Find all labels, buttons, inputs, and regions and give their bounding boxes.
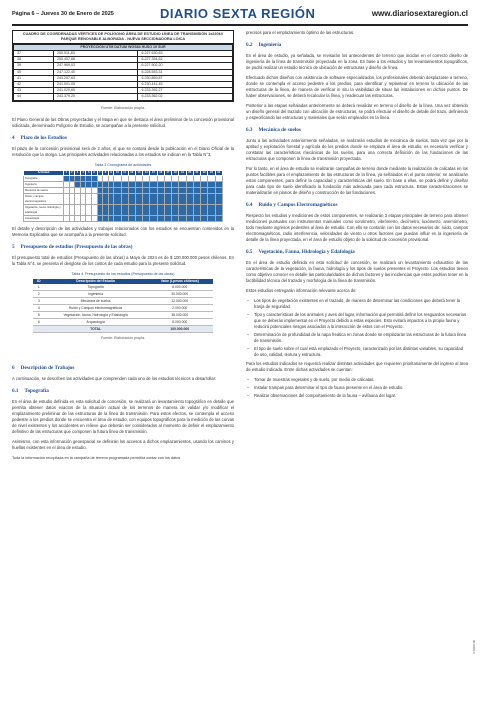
continuation-paragraph: precisos para el emplazamiento óptimo de las estructuras. — [246, 30, 355, 35]
gantt-cell — [208, 193, 215, 204]
gantt-activity-label: Topografía — [24, 175, 64, 181]
budget-id: 3 — [33, 297, 45, 304]
gantt-row — [24, 215, 223, 221]
coord-row — [14, 94, 233, 100]
gantt-cell — [143, 204, 150, 215]
list-item: – El tipo de suelo sobre el cual está emplazado el Proyecto, caracterizado por las distintas variables, su capacidad de uso, calidad, textura y estructura. — [246, 346, 468, 358]
ingenieria-paragraph-1: En el área de estudio, ya señalada, se revisarán los antecedentes de terreno que incidan en el correcto diseño de ingeniería de la línea de transmisión proyectada en la zona. En base a los estudios y los levantamientos topográficos, se podrá realizar un estudio técnico de ubicación de estructuras y diseño de línea. — [246, 53, 468, 70]
coord-north: 6.233.362,02 — [138, 94, 233, 100]
gantt-cell — [172, 193, 179, 204]
section-6-4-number: 6.4 — [246, 202, 253, 208]
gantt-cell — [157, 193, 164, 204]
vertex-id: 40 — [14, 69, 54, 75]
coord-north: 6.228.553,31 — [138, 69, 233, 75]
coord-east: 250.457,66 — [54, 57, 138, 63]
gantt-cell — [215, 193, 222, 204]
gantt-month: 1 — [64, 170, 70, 175]
gantt-cell — [172, 215, 179, 221]
budget-row — [33, 318, 213, 325]
gantt-cell — [157, 215, 164, 221]
vertex-id: 44 — [14, 94, 54, 100]
gantt-cell — [215, 215, 222, 221]
gantt-row — [24, 193, 223, 204]
list-item: – Los tipos de vegetación existentes en el trazado, de manera de determinar las condiciones que deberá tener la franja de seguridad. — [246, 298, 468, 310]
presupuesto-paragraph: El presupuesto total de estudios (Presupuesto de las obras) a Mayo de 2024 es de $ 100.000.000 pesos chilenos. En la Tabla N°4, se presenta el desglose de los costos de cada estudio para la presente solicitud. — [12, 254, 234, 266]
gantt-cell — [135, 215, 142, 221]
gantt-month: 22 — [201, 170, 208, 175]
gantt-month: 19 — [179, 170, 186, 175]
coord-projection-header: PROYECCIÓN UTM DATUM WGS84 HUSO 19 SUR — [14, 45, 233, 51]
gantt-month: 3 — [75, 170, 81, 175]
coord-east: 250.511,83 — [54, 51, 138, 57]
section-6-2-title: Ingeniería — [258, 42, 282, 48]
vertex-id: 39 — [14, 63, 54, 69]
gantt-month: 23 — [208, 170, 215, 175]
coord-north: 6.227.630,63 — [138, 51, 233, 57]
gantt-month: 13 — [135, 170, 142, 175]
topografia-paragraph-2: Asimismo, con esta información geoespacial se definirán los accesos a dichos emplazamientos, usando los caminos y huellas existentes en el área de estudio. — [12, 438, 234, 450]
gantt-month: 6 — [91, 170, 97, 175]
gantt-cell — [193, 193, 200, 204]
gantt-cell — [143, 215, 150, 221]
section-6-1-number: 6.1 — [12, 387, 19, 394]
vertex-id: 41 — [14, 75, 54, 81]
list-item: – Tomar de muestras vegetales y de suelo, por medio de calicatas. — [246, 377, 468, 383]
activities-list — [246, 377, 468, 399]
coord-north: 6.227.902,20 — [138, 63, 233, 69]
gantt-cell — [179, 204, 186, 215]
ruido-paragraph: Respecto los estudios y mediciones de estos componentes, se realizarán 3 etapas principales de terreno para obtener mediciones puntuales con instrumentos manuales como sonómetro, vibrómetro, decímetro, luxómetro, anemómetro, todo mediante ingresos pedestres al área de estudio. Con ello se contarán con los datos necesarios de: ruido, campos electromagnéticos, radio interferencia, velocidades de viento u otros factores que puedan influir en la ingeniería de detalle de la línea proyectada, en el área de estudio objeto de la solicitud de concesión provisional. — [246, 213, 468, 242]
coord-north: 6.230.869,87 — [138, 75, 233, 81]
budget-caption: Tabla 4. Presupuesto de los estudios (Presupuesto de las obras) — [71, 271, 175, 276]
budget-description: Vegetación, fauna, Hidrología y Edafología — [45, 311, 147, 318]
gantt-cell — [114, 193, 121, 204]
gantt-cell — [186, 215, 193, 221]
section-5-number: 5 — [12, 243, 15, 250]
budget-description: Arqueología — [45, 318, 147, 325]
gantt-month: 15 — [150, 170, 157, 175]
gantt-month: 11 — [121, 170, 128, 175]
gantt-month: 18 — [172, 170, 179, 175]
gantt-month: 12 — [128, 170, 135, 175]
section-6-3-heading — [246, 127, 468, 133]
gantt-cell — [157, 204, 164, 215]
gantt-month: 10 — [114, 170, 121, 175]
section-6-3-number: 6.3 — [246, 127, 253, 133]
gantt-month: 16 — [157, 170, 164, 175]
budget-row — [33, 297, 213, 304]
descripcion-paragraph: A continuación, se describen las actividades que comprenden cada uno de los estudios técnicos a desarrollar: — [12, 375, 217, 381]
gantt-month: 5 — [86, 170, 92, 175]
gantt-cell — [164, 204, 171, 215]
gantt-cell — [150, 215, 157, 221]
mecanica-paragraph-2: Por lo tanto, en el área de estudio se realizarán campañas de terreno donde mediante la realización de calicatas en los puntos factibles para el emplazamiento de las estructuras de la línea, ya señalados en el punto anterior, se analizarán estos componentes, para definir la capacidad y características del suelo. En base a ellas, se podrá definir y diseñar para cada tipo de suelo identificado la fundación más adecuada para cada estructura. Estas caracterizaciones se materializarán en planos de diseño y construcción de las fundaciones. — [246, 166, 468, 195]
newspaper-title: DIARIO SEXTA REGIÓN — [160, 6, 316, 21]
budget-total-value: 100.000.000 — [146, 325, 213, 332]
plano-paragraph: El Plano General de las Obras proyectadas y el Mapa en que se destaca el área preliminar de la concesión provisional solicitada, denominado Polígono de Estudio, se acompañan a la presente solicitud. — [12, 116, 234, 128]
list-item: – Determinación de profundidad de la napa freática en zonas donde se emplazarán las estructuras de la futura línea de transmisión. — [246, 332, 468, 344]
section-5-title: Presupuesto de estudios (Presupuesto de las obras) — [20, 243, 133, 250]
budget-head-id: ID — [33, 279, 45, 284]
masthead — [12, 6, 468, 24]
gantt-cell — [143, 193, 150, 204]
gantt-activity-label: Ingeniería — [24, 181, 64, 187]
list-item: – Tipo y características de los animales y aves del lugar, información que permitirá definir los resguardos necesarios que se deberán implementar en el Proyecto debido a estas especies. Esto evitará impactos a la propia fauna y reducirá potenciales riesgos asociados a la interacción de estos con el Proyecto. — [246, 312, 468, 330]
coord-north: 6.233.392,27 — [138, 88, 233, 94]
gantt-month: 7 — [97, 170, 103, 175]
page-info: Página 6 – Jueves 30 de Enero de 2025 — [12, 11, 114, 17]
section-4-number: 4 — [12, 134, 15, 141]
coord-title-line-1: CUADRO DE COORDENADAS VÉRTICES DE POLÍGONO ÁREA DE ESTUDIO LÍNEA DE TRANSMISIÓN 1x220kV — [22, 32, 224, 36]
budget-id: 4 — [33, 304, 45, 311]
budget-value: 8.000.000 — [146, 284, 213, 291]
budget-value: 38.000.000 — [146, 311, 213, 318]
gantt-cell — [135, 193, 142, 204]
budget-description: Ruido y Campos electromagnéticos — [45, 304, 147, 311]
vegetacion-paragraph-1: En el área de estudio definida en esta solicitud de concesión, se realizará un levantamiento exhaustivo de las características de la vegetación, la fauna, hidrología y los tipos de suelos presentes el Proyecto. Los estudios tienen como objetivo conocer en detalle las particularidades de dichos factores y las incidencias que estos podrían tener en la factibilidad técnica del trazado y morfología de la línea de transmisión. — [246, 260, 468, 283]
gantt-cell — [164, 215, 171, 221]
budget-description: Ingeniería — [45, 290, 147, 297]
section-6-2-number: 6.2 — [246, 42, 253, 48]
coordinates-table-title — [13, 31, 233, 44]
vertex-id: 43 — [14, 88, 54, 94]
section-6-heading — [12, 365, 234, 371]
coord-east: 241.001,05 — [54, 82, 138, 88]
left-column — [12, 30, 234, 465]
gantt-cell — [201, 204, 208, 215]
gantt-month: 24 — [215, 170, 222, 175]
section-6-number: 6 — [12, 364, 15, 371]
budget-head-value: Valor (Lpesos chilenos) — [146, 279, 213, 284]
gantt-cell — [128, 193, 135, 204]
section-6-4-title: Ruido y Campos Electromagnéticos — [258, 202, 338, 208]
website-link[interactable]: www.diariosextaregion.cl — [371, 9, 468, 18]
gantt-cell — [201, 193, 208, 204]
section-6-4-heading — [246, 202, 468, 208]
right-column — [246, 30, 468, 401]
gantt-cell — [128, 215, 135, 221]
vertex-id: 37 — [14, 51, 54, 57]
section-6-3-title: Mecánica de suelos — [258, 127, 301, 133]
gantt-cell — [179, 215, 186, 221]
gantt-cell — [121, 204, 128, 215]
gantt-cell — [201, 215, 208, 221]
vertex-id: 38 — [14, 57, 54, 63]
coord-title-line-2: PARQUE RENOVABLE ALBORADA - NUEVA SECCIONADORA LOICA — [60, 37, 186, 41]
budget-value: 2.000.000 — [146, 304, 213, 311]
gantt-cell — [150, 204, 157, 215]
gantt-head-activity: Actividad — [24, 170, 64, 175]
coord-north: 6.227.354,62 — [138, 57, 233, 63]
coord-east: 247.969,03 — [54, 63, 138, 69]
section-6-5-title: Vegetación, Fauna, Hidrología y Edafología — [258, 249, 355, 255]
budget-source: Fuente: Elaboración propia. — [100, 335, 146, 340]
gantt-cell — [128, 204, 135, 215]
budget-id: 1 — [33, 284, 45, 291]
gantt-cell — [114, 204, 121, 215]
ingenieria-paragraph-3: Posterior a las etapas señaladas anteriormente se deberá revalidar en terreno el diseño de la línea. Una vez obtenido un diseño general del trazado con ubicación de estructuras, se podrá efectuar el diseño de detalle del trazo, definiendo y especificando las estructuras y materiales que serán empleados en la línea. — [246, 103, 468, 120]
coordinates-table — [12, 30, 234, 102]
coord-north: 6.230.441,45 — [138, 82, 233, 88]
ingenieria-paragraph-2: Efectuado dichos diseños con asistencia de software especializados, los profesionales deberán desplazarse a terreno, donde se contempla el acceso pedestre a los predios, para identificar y replantear en terreno la ubicación de las estructuras de la línea, de manera de verificar in situ la visibilidad de situar las instalaciones en dichos puntos. De haber observaciones, se deberá recalcular la línea, y readecuar las estructuras. — [246, 75, 468, 98]
list-item: – Realizar observaciones del comportamiento de la fauna – avifauna del lugar. — [246, 393, 468, 399]
section-4-heading — [12, 135, 234, 141]
section-6-5-heading — [246, 249, 468, 255]
gantt-month: 20 — [186, 170, 193, 175]
topografia-paragraph-3: Toda la información recopilada en la campaña de terreno programada permitirá contar con los datos — [12, 455, 181, 460]
budget-row — [33, 290, 213, 297]
budget-id: 6 — [33, 318, 45, 325]
study-topics-list — [246, 298, 468, 358]
section-5-heading — [12, 244, 234, 250]
budget-value: 30.000.000 — [146, 290, 213, 297]
coord-east: 247.122,40 — [54, 69, 138, 75]
budget-value: 8.000.000 — [146, 318, 213, 325]
vegetacion-paragraph-3: Para los estudios indicados se requerirá realizar distintas actividades que requieren prioritariamente del ingreso al área de estudio indicada. Entre dichas actividades se cuentan: — [246, 361, 468, 372]
gantt-cell — [114, 215, 121, 221]
gantt-cell — [172, 204, 179, 215]
gantt-cell — [193, 215, 200, 221]
gantt-cell — [150, 193, 157, 204]
gantt-month: 14 — [143, 170, 150, 175]
section-6-1-title: Topografía — [24, 387, 49, 394]
header-divider — [12, 24, 468, 26]
gantt-cell — [186, 204, 193, 215]
section-6-5-number: 6.5 — [246, 249, 253, 255]
vertex-id: 42 — [14, 82, 54, 88]
budget-id: 2 — [33, 290, 45, 297]
budget-description: Topografía — [45, 284, 147, 291]
gantt-row — [24, 204, 223, 215]
coord-east: 243.207,63 — [54, 75, 138, 81]
gantt-activity-label: Ruido y campos electromagnéticos — [24, 193, 64, 204]
gantt-month: 2 — [69, 170, 75, 175]
budget-description: Mecánica de suelos — [45, 297, 147, 304]
list-item: – Instalar trampas para determinar el tipo de fauna presente en el área de estudio. — [246, 385, 468, 391]
gantt-activity-label: Mecánica de suelos — [24, 187, 64, 193]
budget-head-desc: Descripción del Estudio — [45, 279, 147, 284]
gantt-cell — [135, 204, 142, 215]
vegetacion-paragraph-2: Estos estudios entregarán información relevante acerca de: — [246, 288, 357, 293]
coord-east: 243.379,20 — [54, 94, 138, 100]
topografia-paragraph-1: En el área de estudio definida en esta solicitud de concesión, se realizará un levantamiento topográfico en detalle que permita obtener datos exactos de la situación actual de los terrenos de manera de validar y/o modificar el emplazamiento preliminar de las estructuras de la línea de transmisión. Para estos efectos, se contempla el acceso pedestre a los predios donde se encuentra el área de estudio, con equipos topográficos para la medición de las curvas de nivel existentes y los accidentes en relieve que deberán ser considerados al momento de definir el emplazamiento definitivo de las estructuras que componen la futura línea de transmisión. — [12, 398, 234, 434]
coord-source: Fuente: Elaboración propia. — [100, 105, 146, 110]
gantt-cell — [164, 193, 171, 204]
gantt-month: 4 — [80, 170, 86, 175]
budget-row — [33, 311, 213, 318]
coord-east: 241.020,69 — [54, 88, 138, 94]
gantt-cell — [179, 193, 186, 204]
budget-value: 12.000.000 — [146, 297, 213, 304]
gantt-month: 21 — [193, 170, 200, 175]
gantt-cell — [215, 204, 222, 215]
mecanica-paragraph-1: Junto a las actividades anteriormente señaladas, se realizarán estudios de mecánica de suelos, toda vez que por la aptitud y explotación forestal y agrícola de los predios donde se emplaza el área de estudio, es necesario verificar y constatar las características mecánicas de los suelos, para una correcta definición de las fundaciones de las estructuras que componen la línea de transmisión proyectada. — [246, 138, 468, 161]
section-4-title: Plazo de los Estudios — [20, 134, 67, 141]
gantt-activity-label: Arqueología — [24, 215, 64, 221]
gantt-cell — [121, 193, 128, 204]
gantt-month: 9 — [108, 170, 114, 175]
gantt-cell — [186, 193, 193, 204]
gantt-cell — [208, 204, 215, 215]
gantt-cell — [208, 215, 215, 221]
budget-total-label: TOTAL — [45, 325, 147, 332]
gantt-cell — [193, 204, 200, 215]
coordinates-grid — [13, 44, 233, 101]
gantt-month: 8 — [103, 170, 109, 175]
side-code: 00-0000-0 — [472, 640, 476, 654]
budget-row — [33, 304, 213, 311]
budget-total-row — [33, 325, 213, 332]
gantt-caption: Tabla 3 Cronograma de actividades — [94, 162, 152, 167]
section-6-title: Descripción de Trabajos — [20, 364, 75, 371]
gantt-cell — [121, 215, 128, 221]
gantt-activity-label: Vegetación, fauna, hidrología y edafología — [24, 204, 64, 215]
section-6-1-heading — [12, 388, 234, 394]
section-6-2-heading — [246, 42, 468, 48]
plazo-paragraph: El plazo de la concesión provisional será de 2 años, el que se contará desde la publicación en el Diario Oficial de la resolución que la otorga. Las principales actividades relacionadas a los estudios se indican en la Tabla N°3. — [12, 145, 234, 157]
gantt-month: 17 — [164, 170, 171, 175]
budget-id: 5 — [33, 311, 45, 318]
gantt-table — [23, 170, 223, 222]
budget-table — [33, 279, 213, 333]
detalle-paragraph: El detalle y descripción de las actividades y trabajos relacionados con los estudios se encuentran contenidos en la Memoria Explicativa que se acompaña a la presente solicitud. — [12, 225, 234, 237]
